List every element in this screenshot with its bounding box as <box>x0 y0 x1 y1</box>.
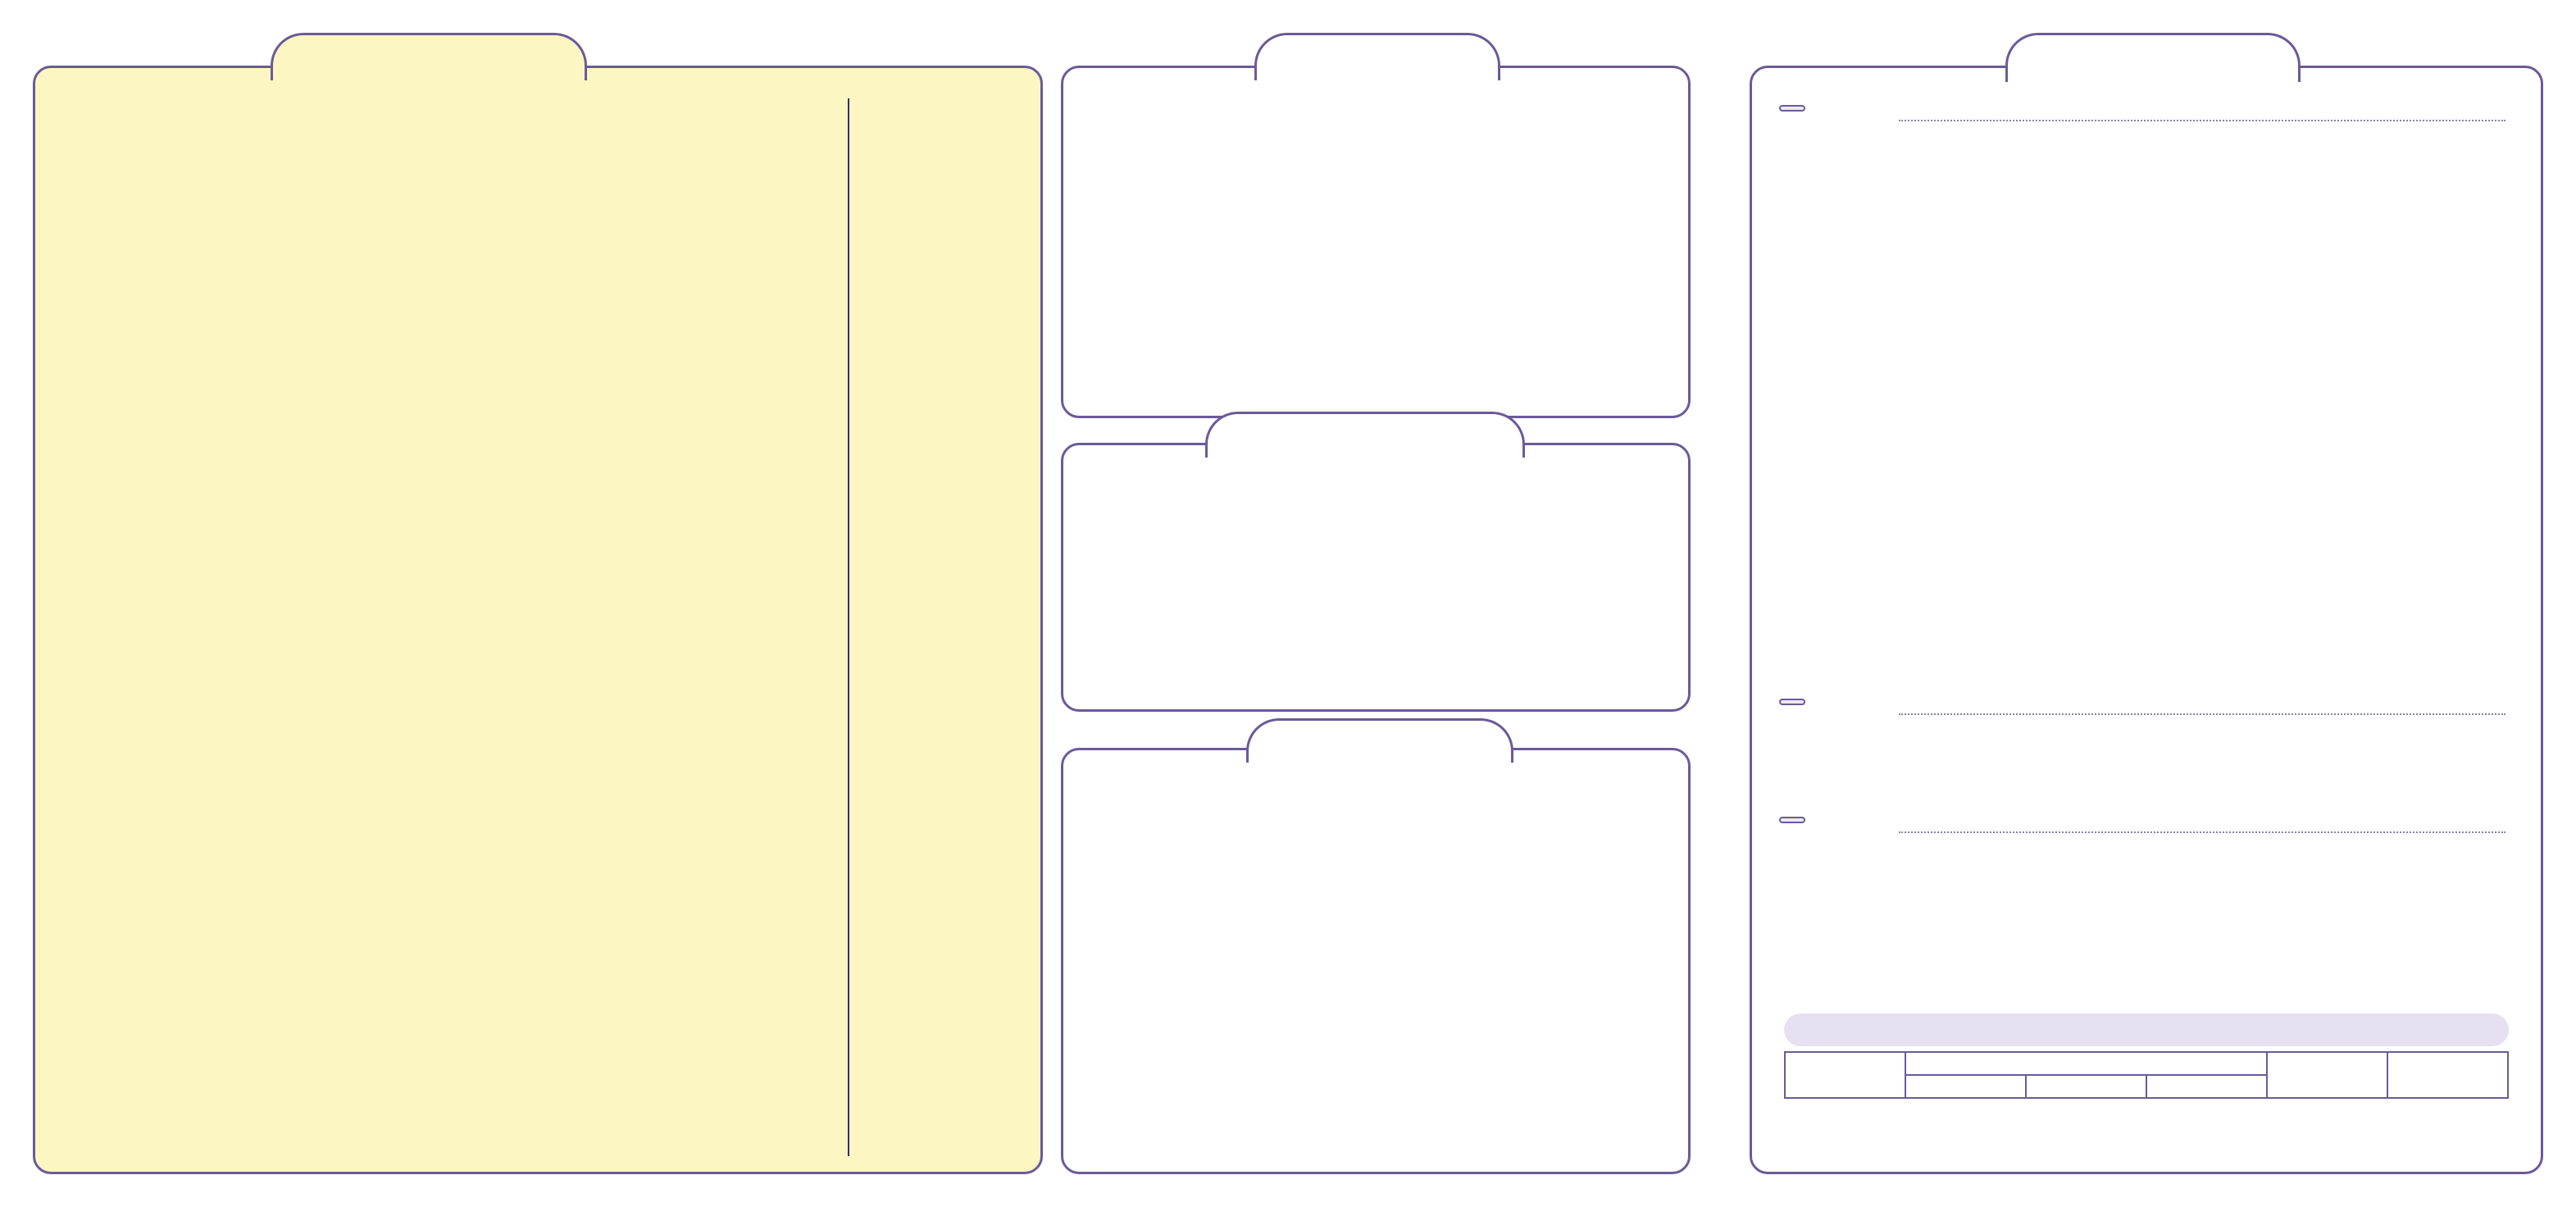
prayer-table-title <box>1784 1013 2509 1046</box>
news-tab <box>2005 33 2301 82</box>
section-divider <box>1899 831 2505 833</box>
table-col-wed <box>2267 1052 2387 1098</box>
table-col-fri <box>2387 1052 2508 1098</box>
regular-panel <box>1061 748 1691 1174</box>
table-col-p3 <box>2146 1075 2267 1098</box>
sidebar-divider <box>848 98 849 1156</box>
news-section-recruit <box>1779 699 1805 705</box>
table-row <box>1785 1098 2508 1126</box>
news-panel <box>1750 66 2543 1174</box>
table-col-sunday <box>1905 1052 2267 1075</box>
table-col-p1 <box>1905 1075 2026 1098</box>
regular-tab <box>1246 718 1513 763</box>
table-col-kind <box>1785 1052 1905 1098</box>
news-section-events <box>1779 105 1805 112</box>
sunday-panel <box>33 66 1043 1174</box>
sunday-tab <box>271 33 587 80</box>
news-section-info <box>1779 817 1805 823</box>
table-col-p2 <box>2026 1075 2146 1098</box>
prayer-table <box>1784 1051 2509 1154</box>
section-divider <box>1899 713 2505 715</box>
fri-tab <box>1205 412 1525 458</box>
wed-panel <box>1061 66 1691 418</box>
table-row <box>1785 1126 2508 1154</box>
sidebar <box>866 95 1040 166</box>
section-divider <box>1899 120 2505 121</box>
fri-panel <box>1061 443 1691 712</box>
wed-tab <box>1254 33 1500 80</box>
